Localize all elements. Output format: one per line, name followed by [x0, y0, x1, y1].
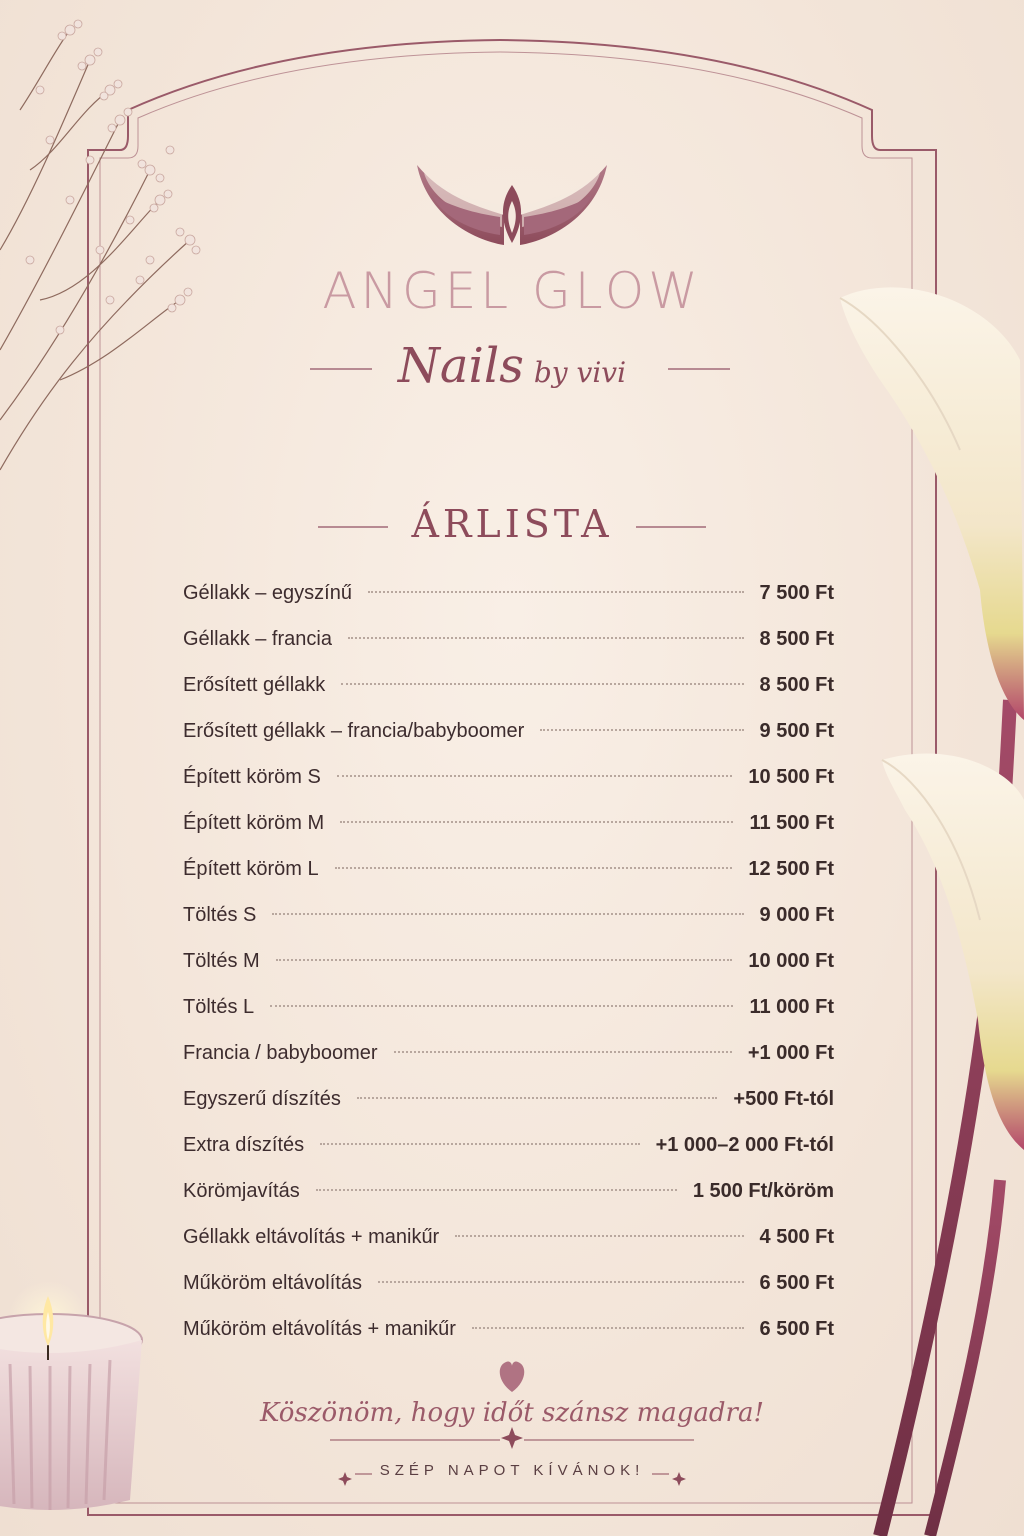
service-name: Műköröm eltávolítás + manikűr — [183, 1318, 456, 1340]
heart-icon — [500, 1361, 525, 1392]
dot-leader — [394, 1051, 732, 1053]
price-list — [183, 570, 834, 1352]
thank-you-message: Köszönöm, hogy időt szánsz magadra! — [260, 1398, 764, 1428]
service-price: 1 500 Ft/köröm — [692, 1180, 834, 1202]
price-row — [183, 938, 834, 984]
brand-script — [0, 338, 1024, 394]
dot-leader — [472, 1327, 744, 1329]
service-price: 12 500 Ft — [748, 858, 834, 880]
dot-leader — [335, 867, 733, 869]
service-name: Műköröm eltávolítás — [183, 1272, 362, 1294]
service-name: Töltés L — [183, 996, 255, 1018]
price-row — [183, 708, 834, 754]
price-row — [183, 846, 834, 892]
brand-script-main: Nails — [397, 338, 524, 394]
service-price: 8 500 Ft — [759, 628, 834, 650]
service-name: Épített köröm S — [183, 766, 321, 788]
price-row — [183, 754, 834, 800]
service-price: +1 000 Ft — [747, 1042, 834, 1064]
service-name: Géllakk eltávolítás + manikűr — [183, 1226, 440, 1248]
dot-leader — [368, 591, 744, 593]
dot-leader — [455, 1235, 743, 1237]
service-name: Épített köröm L — [183, 858, 319, 880]
service-price: 11 500 Ft — [749, 812, 834, 834]
service-price: 9 000 Ft — [759, 904, 834, 926]
price-row — [183, 800, 834, 846]
service-price: +500 Ft-tól — [733, 1088, 834, 1110]
service-price: 6 500 Ft — [759, 1272, 834, 1294]
service-price: +1 000–2 000 Ft-tól — [655, 1134, 834, 1156]
service-name: Erősített géllakk — [183, 674, 326, 696]
dot-leader — [270, 1005, 733, 1007]
service-price: 4 500 Ft — [759, 1226, 834, 1248]
service-name: Körömjavítás — [183, 1180, 300, 1202]
dot-leader — [357, 1097, 718, 1099]
service-price: 9 500 Ft — [759, 720, 834, 742]
service-price: 7 500 Ft — [759, 582, 834, 604]
dot-leader — [341, 683, 743, 685]
dot-leader — [378, 1281, 744, 1283]
dot-leader — [316, 1189, 677, 1191]
service-price: 6 500 Ft — [759, 1318, 834, 1340]
service-name: Extra díszítés — [183, 1134, 305, 1156]
brand-script-sub: by vivi — [533, 356, 627, 389]
price-row — [183, 892, 834, 938]
price-row — [183, 1168, 834, 1214]
price-row — [183, 616, 834, 662]
service-name: Francia / babyboomer — [183, 1042, 378, 1064]
footer-greeting: SZÉP NAPOT KÍVÁNOK! — [379, 1462, 645, 1479]
service-name: Erősített géllakk – francia/babyboomer — [183, 720, 525, 742]
service-name: Géllakk – francia — [183, 628, 332, 650]
dot-leader — [337, 775, 733, 777]
dot-leader — [340, 821, 733, 823]
price-row — [183, 1214, 834, 1260]
service-name: Épített köröm M — [183, 812, 325, 834]
service-name: Töltés S — [183, 904, 257, 926]
dot-leader — [540, 729, 743, 731]
dot-leader — [320, 1143, 639, 1145]
price-row — [183, 1030, 834, 1076]
price-row — [183, 1306, 834, 1352]
price-row — [183, 1076, 834, 1122]
price-row — [183, 662, 834, 708]
service-price: 10 000 Ft — [748, 950, 834, 972]
service-price: 10 500 Ft — [748, 766, 834, 788]
price-row — [183, 1260, 834, 1306]
dot-leader — [272, 913, 743, 915]
brand-title: ANGEL GLOW — [322, 262, 702, 320]
service-name: Töltés M — [183, 950, 260, 972]
service-price: 11 000 Ft — [749, 996, 834, 1018]
service-name: Géllakk – egyszínű — [183, 582, 352, 604]
service-name: Egyszerű díszítés — [183, 1088, 341, 1110]
price-row — [183, 984, 834, 1030]
dot-leader — [276, 959, 733, 961]
price-row — [183, 1122, 834, 1168]
dot-leader — [348, 637, 744, 639]
wings-logo-icon — [417, 165, 607, 245]
calla-lily-flower — [840, 287, 1024, 1536]
price-row — [183, 570, 834, 616]
price-list-heading: ÁRLISTA — [411, 502, 613, 546]
service-price: 8 500 Ft — [759, 674, 834, 696]
